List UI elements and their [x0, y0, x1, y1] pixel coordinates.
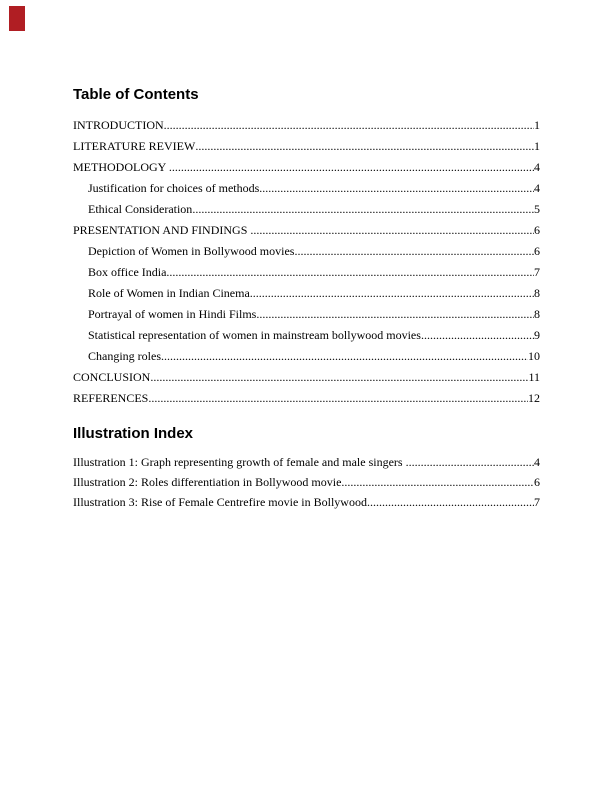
page-number: 8 — [534, 307, 540, 321]
page-number: 1 — [534, 139, 540, 153]
page-number: 12 — [528, 391, 540, 405]
toc-entry-label: Changing roles — [88, 349, 161, 363]
toc-entry — [73, 199, 540, 220]
toc-entry-label: Portrayal of women in Hindi Films — [88, 307, 257, 321]
toc-entry — [73, 283, 540, 304]
illustration-entry — [73, 472, 540, 492]
toc-entry — [73, 388, 540, 409]
dot-leader — [259, 178, 534, 199]
dot-leader — [256, 304, 534, 325]
illustration-list — [73, 452, 540, 512]
dot-leader — [406, 452, 534, 472]
dot-leader — [169, 157, 534, 178]
dot-leader — [421, 325, 534, 346]
illustration-entry-label: Illustration 3: Rise of Female Centrefire movie in Bollywood — [73, 495, 367, 509]
toc-entry — [73, 346, 540, 367]
page-number: 10 — [528, 349, 540, 363]
toc-entry — [73, 178, 540, 199]
toc-entry — [73, 220, 540, 241]
toc-entry-label: Justification for choices of methods — [88, 181, 260, 195]
page-number: 1 — [534, 118, 540, 132]
dot-leader — [195, 136, 534, 157]
page-number: 11 — [528, 370, 540, 384]
toc-entry — [73, 115, 540, 136]
toc-entry-label: Statistical representation of women in mainstream bollywood movies — [88, 328, 421, 342]
toc-entry — [73, 241, 540, 262]
page-number: 4 — [534, 455, 540, 469]
dot-leader — [150, 367, 528, 388]
toc-entry — [73, 367, 540, 388]
dot-leader — [250, 220, 534, 241]
dot-leader — [294, 241, 534, 262]
page-number: 7 — [534, 265, 540, 279]
toc-entry-label: Depiction of Women in Bollywood movies — [88, 244, 295, 258]
toc-entry-label: PRESENTATION AND FINDINGS — [73, 223, 251, 237]
toc-entry-label: LITERATURE REVIEW — [73, 139, 196, 153]
toc-list — [73, 115, 540, 409]
toc-entry — [73, 325, 540, 346]
toc-entry-label: METHODOLOGY — [73, 160, 169, 174]
page-number: 9 — [534, 328, 540, 342]
toc-title: Table of Contents — [73, 86, 199, 103]
dot-leader — [166, 262, 534, 283]
page-number: 6 — [534, 244, 540, 258]
toc-entry-label: Role of Women in Indian Cinema — [88, 286, 250, 300]
dot-leader — [250, 283, 534, 304]
toc-entry — [73, 136, 540, 157]
illustration-entry — [73, 452, 540, 472]
page-number: 8 — [534, 286, 540, 300]
illustration-entry — [73, 492, 540, 512]
page-number: 6 — [534, 475, 540, 489]
page-content — [73, 0, 540, 512]
toc-entry — [73, 304, 540, 325]
toc-entry-label: Box office India — [88, 265, 167, 279]
dot-leader — [192, 199, 534, 220]
illustration-entry-label: Illustration 2: Roles differentiation in Bollywood movie — [73, 475, 342, 489]
toc-entry-label: INTRODUCTION — [73, 118, 164, 132]
page-number: 6 — [534, 223, 540, 237]
illustration-index-title: Illustration Index — [73, 425, 194, 442]
page-number: 7 — [534, 495, 540, 509]
illustration-entry-label: Illustration 1: Graph representing growth of female and male singers — [73, 455, 406, 469]
dot-leader — [367, 492, 534, 512]
page-number: 4 — [534, 160, 540, 174]
toc-entry-label: REFERENCES — [73, 391, 149, 405]
page-number: 4 — [534, 181, 540, 195]
page-number: 5 — [534, 202, 540, 216]
toc-entry — [73, 157, 540, 178]
toc-entry — [73, 262, 540, 283]
toc-entry-label: Ethical Consideration — [88, 202, 193, 216]
bookmark-badge — [9, 6, 25, 31]
toc-entry-label: CONCLUSION — [73, 370, 151, 384]
dot-leader — [161, 346, 528, 367]
dot-leader — [164, 115, 534, 136]
dot-leader — [341, 472, 534, 492]
dot-leader — [148, 388, 528, 409]
